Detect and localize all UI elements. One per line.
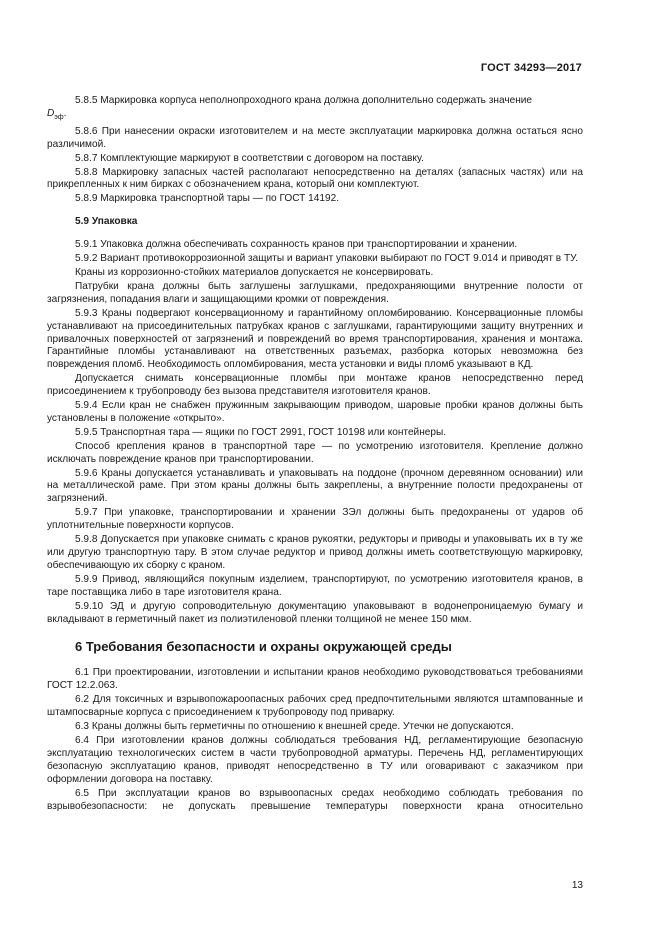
clause-text: 5.8.5 Маркировка корпуса неполнопроходного крана должна дополнительно содержать значение <box>75 95 533 106</box>
symbol-letter: D <box>47 107 55 119</box>
clause-5-8-8: 5.8.8 Маркировку запасных частей располагают непосредственно на деталях (запасных частях) или на прикрепленных к ним бирках с обозначением крана, который они комплектуют. <box>47 166 583 191</box>
document-body <box>47 95 583 814</box>
clause-5-9-2-c: Патрубки крана должны быть заглушены заглушками, предохраняющими внутренние полости от загрязнения, попадания влаги и защищающими кромки от повреждения. <box>47 280 583 305</box>
symbol-d <box>47 108 64 119</box>
chapter-title-6: 6 Требования безопасности и охраны окружающей среды <box>75 639 452 655</box>
symbol-subscript: эф <box>54 113 64 121</box>
clause-5-9-4: 5.9.4 Если кран не снабжен пружинным закрывающим приводом, шаровые пробки кранов должны быть установлены в положение «открыто». <box>47 400 583 424</box>
clause-6-3: 6.3 Краны должны быть герметичны по отношению к внешней среде. Утечки не допускаются. <box>75 721 514 733</box>
clause-5-9-6: 5.9.6 Краны допускается устанавливать и упаковывать на поддоне (прочном деревянном основании) или на металлической раме. При этом краны должны быть закреплены, а внутренние полости предохранены от загрязнений. <box>47 467 583 505</box>
section-title-5-9: 5.9 Упаковка <box>75 216 138 228</box>
clause-5-9-5: 5.9.5 Транспортная тара — ящики по ГОСТ 2991, ГОСТ 10198 или контейнеры. <box>75 426 447 438</box>
standard-number: ГОСТ 34293—2017 <box>480 62 582 74</box>
clause-6-1: 6.1 При проектировании, изготовлении и испытании кранов необходимо руководствоваться требованиями ГОСТ 12.2.063. <box>47 667 583 692</box>
clause-5-8-5 <box>47 95 583 125</box>
page-number: 13 <box>571 880 583 891</box>
clause-5-8-6: 5.8.6 При нанесении окраски изготовителем и на месте эксплуатации маркировка должна остаться ясно различимой. <box>47 125 583 150</box>
clause-5-8-7: 5.8.7 Комплектующие маркируют в соответствии с договором на поставку. <box>75 152 424 164</box>
clause-5-9-2: 5.9.2 Вариант противокоррозионной защиты и вариант упаковки выбирают по ГОСТ 9.014 и приводят в ТУ. <box>75 253 578 265</box>
clause-5-9-7: 5.9.7 При упаковке, транспортировании и хранении ЗЭл должны быть предохранены от ударов об уплотнительные поверхности корпусов. <box>47 507 583 532</box>
clause-6-4: 6.4 При изготовлении кранов должны соблюдаться требования НД, регламентирующие безопасную эксплуатацию технологических систем в части трубопроводной арматуры. Перечень НД, регламентирующих безопасную эксплуатацию кранов, приводят непосредственно в ТУ или оговаривают с заказчиком при оформлении договора на поставку. <box>47 734 583 785</box>
clause-6-5: 6.5 При эксплуатации кранов во взрывоопасных средах необходимо соблюдать требования по взрывобезопасности: не допускать превышение температуры поверхности крана относительно <box>47 787 583 812</box>
clause-5-9-3: 5.9.3 Краны подвергают консервационному и гарантийному опломбированию. Консервационные пломбы устанавливают на присоединительных патрубках кранов с заглушками, гарантирующими защиту внутренних и привалочных поверхностей от загрязнений и повреждений во время транспортирования, хранения и монтажа. Гарантийные пломбы устанавливают на ответственных разъемах, разборка которых невозможна без повреждения пломб. Необходимость опломбирования, места установки и виды пломб указывают в КД. <box>47 307 583 371</box>
clause-6-2: 6.2 Для токсичных и взрывопожароопасных рабочих сред предпочтительными являются штампованные и штампосварные корпуса с присоединением к трубопроводу под приварку. <box>47 694 583 719</box>
clause-5-9-8: 5.9.8 Допускается при упаковке снимать с кранов рукоятки, редукторы и приводы и упаковывать их в ту же или другую транспортную тару. В этом случае редуктор и привод должны иметь соответствующую маркировку, обеспечивающую их сборку с краном. <box>47 534 583 571</box>
clause-5-8-9: 5.8.9 Маркировка транспортной тары — по ГОСТ 14192. <box>75 193 340 205</box>
clause-5-9-3-b: Допускается снимать консервационные пломбы при монтаже кранов непосредственно перед присоединением к трубопроводу без вызова представителя изготовителя кранов. <box>47 373 583 398</box>
clause-5-9-9: 5.9.9 Привод, являющийся покупным изделием, транспортируют, по усмотрению изготовителя кранов, в таре поставщика либо в таре изготовителя крана. <box>47 573 583 598</box>
clause-5-9-10: 5.9.10 ЭД и другую сопроводительную документацию упаковывают в водонепроницаемую бумагу и вкладывают в герметичный пакет из полиэтиленовой пленки толщиной не менее 150 мкм. <box>47 600 583 625</box>
clause-5-9-2-b: Краны из коррозионно-стойких материалов допускается не консервировать. <box>75 266 434 278</box>
clause-end: . <box>63 107 67 119</box>
clause-5-9-1: 5.9.1 Упаковка должна обеспечивать сохранность кранов при транспортировании и хранении. <box>75 239 518 251</box>
clause-5-9-5-b: Способ крепления кранов в транспортной таре — по усмотрению изготовителя. Крепление должно исключать повреждение кранов при транспортировании. <box>47 440 583 465</box>
